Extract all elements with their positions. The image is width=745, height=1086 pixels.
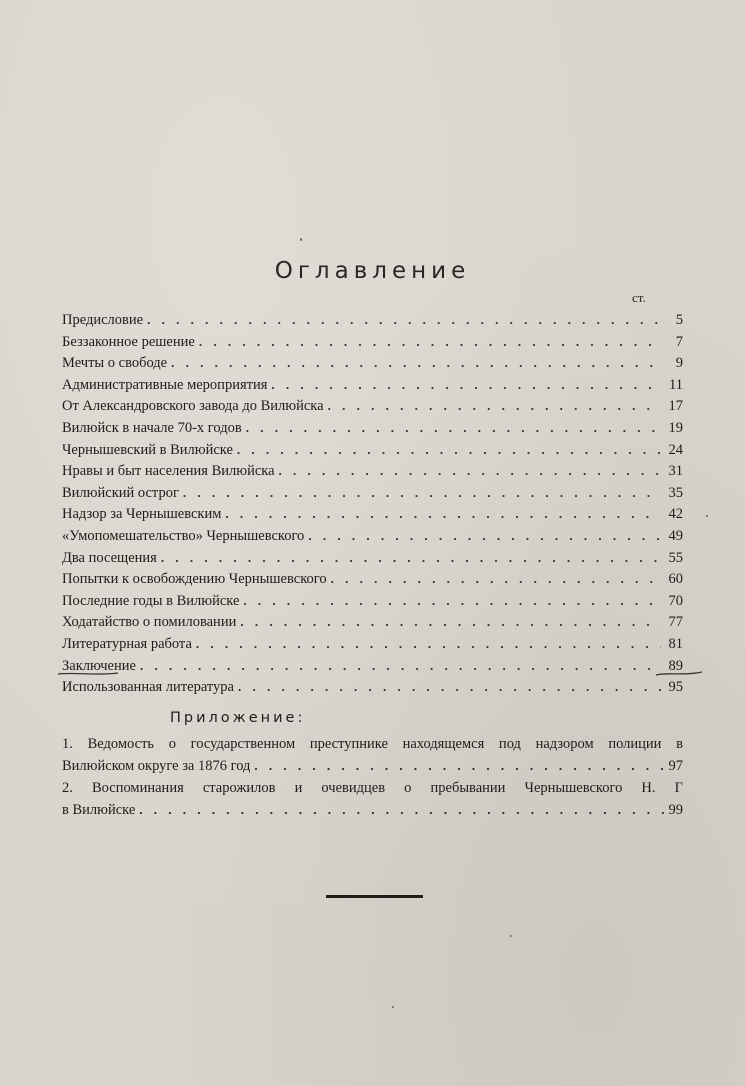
toc-entry-page: 81 [668, 635, 683, 652]
pencil-underline-mark [654, 669, 704, 679]
appendix-entry-line [62, 802, 683, 824]
toc-entry-page: 55 [668, 549, 683, 566]
toc-entry-page: 19 [668, 419, 683, 436]
paper-speck [510, 935, 512, 937]
toc-entry-label: Нравы и быт населения Вилюйска [62, 463, 275, 480]
toc-entry [62, 398, 683, 420]
closing-rule [326, 895, 423, 898]
dot-leader [147, 312, 661, 328]
dot-leader [246, 420, 661, 436]
dot-leader [331, 571, 661, 587]
toc-entry-label: Два посещения [62, 549, 157, 566]
toc-entry-page: 24 [668, 441, 683, 458]
toc-entry-page: 49 [668, 527, 683, 544]
pencil-underline-mark [56, 670, 120, 678]
paper-speck [706, 515, 708, 517]
dot-leader [279, 463, 661, 479]
toc-entry [62, 593, 683, 615]
toc-entry [62, 377, 683, 399]
appendix-entry-line [62, 736, 683, 758]
dot-leader [140, 658, 661, 674]
toc-entry-page: 60 [668, 571, 683, 588]
toc-entry [62, 550, 683, 572]
dot-leader [161, 550, 661, 566]
appendix-entry-text: 1. Ведомость о государственном преступнике находящемся под надзором полиции в [62, 736, 683, 752]
dot-leader [328, 398, 661, 414]
toc-entry [62, 506, 683, 528]
dot-leader [199, 334, 661, 350]
toc-entry-page: 89 [668, 657, 683, 674]
dot-leader [238, 679, 661, 695]
appendix-entry-page: 97 [668, 758, 683, 774]
toc-entry-label: Надзор за Чернышевским [62, 506, 222, 523]
appendix-entry-line [62, 758, 683, 780]
toc-entry-page: 5 [675, 312, 683, 328]
toc-entry [62, 420, 683, 442]
dot-leader [196, 636, 661, 652]
appendix-entry-text: 2. Воспоминания старожилов и очевидцев о пребывании Чернышевского Н. Г [62, 780, 683, 796]
toc-entry [62, 355, 683, 377]
toc-entry-label: Ходатайство о помиловании [62, 614, 237, 631]
dot-leader [139, 802, 668, 818]
toc-entry [62, 614, 683, 636]
toc-entry-label: Чернышевский в Вилюйске [62, 441, 233, 458]
toc-entry [62, 463, 683, 485]
toc-entry [62, 334, 683, 356]
toc-entry-label: «Умопомешательство» Чернышевского [62, 527, 305, 544]
toc-entry [62, 528, 683, 550]
dot-leader [183, 485, 661, 501]
toc-entry-page: 9 [675, 355, 683, 372]
toc-entry [62, 312, 683, 334]
appendix-entry-page: 99 [668, 802, 683, 818]
toc-entry-label: Вилюйск в начале 70-х годов [62, 419, 242, 436]
toc-entry-label: Беззаконное решение [62, 333, 195, 350]
appendix-entry-text: Вилюйском округе за 1876 год [62, 758, 251, 774]
dot-leader [237, 442, 661, 458]
toc-entry-page: 17 [668, 398, 683, 415]
dot-leader [308, 528, 661, 544]
toc-entry-page: 70 [668, 592, 683, 609]
dot-leader [171, 355, 661, 371]
dot-leader [254, 758, 668, 774]
toc-entry-label: Предисловие [62, 312, 144, 328]
toc-entry-label: Последние годы в Вилюйске [62, 592, 240, 609]
toc-entry-label: Заключение [62, 657, 136, 674]
toc-entry-page: 77 [668, 614, 683, 631]
toc-entry-label: Использованная литература [62, 679, 234, 696]
toc-entry-label: Административные мероприятия [62, 376, 268, 393]
toc-entry-label: От Александровского завода до Вилюйска [62, 398, 324, 415]
table-of-contents [62, 312, 683, 701]
toc-entry-page: 42 [668, 506, 683, 523]
toc-entry-page: 7 [675, 333, 683, 350]
toc-entry [62, 485, 683, 507]
toc-entry-page: 35 [668, 484, 683, 501]
paper-speck [392, 1006, 394, 1008]
dot-leader [240, 614, 661, 630]
paper-speck [300, 238, 302, 241]
toc-entry-label: Мечты о свободе [62, 355, 168, 372]
dot-leader [243, 593, 661, 609]
page-title: Оглавление [274, 258, 471, 284]
toc-entry [62, 571, 683, 593]
dot-leader [225, 506, 661, 522]
dot-leader [271, 377, 661, 393]
toc-entry [62, 679, 683, 701]
toc-entry-page: 95 [668, 679, 683, 696]
toc-entry-label: Попытки к освобождению Чернышевского [62, 571, 327, 588]
appendix-title: Приложение: [170, 710, 306, 726]
appendix-entry-text: в Вилюйске [62, 802, 136, 818]
toc-entry-label: Вилюйский острог [62, 484, 179, 501]
toc-entry-label: Литературная работа [62, 635, 192, 652]
toc-entry-page: 31 [668, 463, 683, 480]
toc-entry-page: 11 [669, 376, 683, 393]
toc-entry [62, 442, 683, 464]
appendix-entry-line [62, 780, 683, 802]
toc-entry [62, 636, 683, 658]
toc-entry [62, 658, 683, 680]
appendix-list [62, 736, 683, 824]
page-column-label: ст. [632, 290, 646, 305]
